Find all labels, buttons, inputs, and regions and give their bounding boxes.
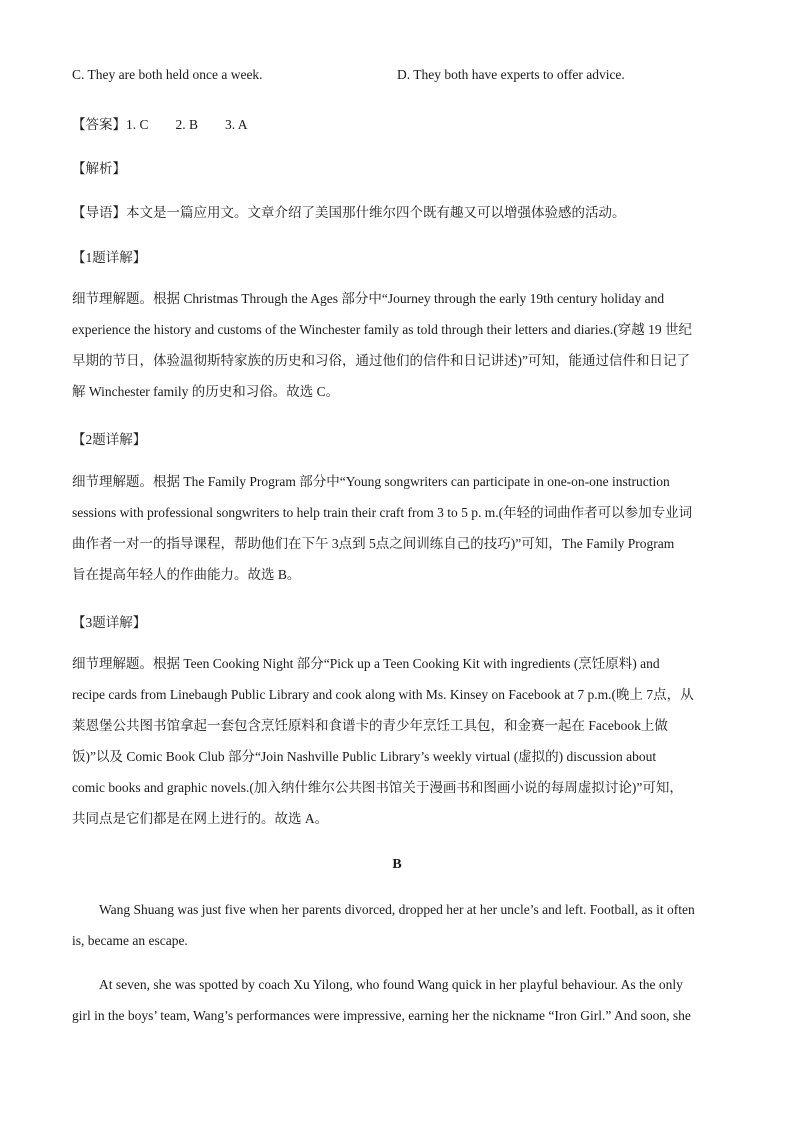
q3-line: 共同点是它们都是在网上进行的。故选 A。 — [72, 811, 329, 826]
passage-line: is, became an escape. — [72, 933, 188, 948]
q3-line: 细节理解题。根据 Teen Cooking Night 部分“Pick up a Teen Cooking Kit with ingredients (烹饪原料) and — [72, 656, 660, 671]
passage-line: girl in the boys’ team, Wang’s performances were impressive, earning her the nickname “Iron Girl.” And soon, she — [72, 1008, 691, 1023]
passage-paragraph-1 — [72, 894, 722, 956]
q1-line: 早期的节日，体验温彻斯特家族的历史和习俗，通过他们的信件和日记讲述)”可知，能通过信件和日记了 — [72, 353, 690, 368]
q3-line: comic books and graphic novels.(加入纳什维尔公共图书馆关于漫画书和图画小说的每周虚拟讨论)”可知， — [72, 780, 683, 795]
q1-line: experience the history and customs of the Winchester family as told through their letters and diaries.(穿越 19 世纪 — [72, 322, 693, 337]
option-c: C. They are both held once a week. — [72, 67, 263, 82]
q2-heading: 【2题详解】 — [72, 432, 147, 447]
q3-heading: 【3题详解】 — [72, 615, 147, 630]
q1-line: 解 Winchester family 的历史和习俗。故选 C。 — [72, 384, 340, 399]
answer-line — [72, 113, 248, 133]
q1-heading: 【1题详解】 — [72, 250, 147, 265]
q2-line: sessions with professional songwriters to help train their craft from 3 to 5 p. m.(年轻的词曲作者可以参加专业词 — [72, 505, 693, 520]
passage-line: Wang Shuang was just five when her parents divorced, dropped her at her uncle’s and left. Football, as it often — [99, 902, 695, 917]
passage-paragraph-2 — [72, 969, 722, 1031]
q1-line: 细节理解题。根据 Christmas Through the Ages 部分中“Journey through the early 19th century holiday and — [72, 291, 665, 306]
q2-explanation — [72, 466, 720, 590]
answer-label: 【答案】 — [72, 117, 126, 132]
q3-line: 莱恩堡公共图书馆拿起一套包含烹饪原料和食谱卡的青少年烹饪工具包，和金赛一起在 Facebook上做 — [72, 718, 668, 733]
q2-line: 曲作者一对一的指导课程，帮助他们在下午 3点到 5点之间训练自己的技巧)”可知，The Family Program — [72, 536, 675, 551]
q3-explanation — [72, 648, 720, 834]
answer-values: 1. C 2. B 3. A — [126, 117, 248, 132]
q1-explanation — [72, 283, 720, 407]
option-d: D. They both have experts to offer advice. — [397, 67, 625, 82]
guide-text: 【导语】本文是一篇应用文。文章介绍了美国那什维尔四个既有趣又可以增强体验感的活动。 — [72, 205, 626, 220]
q3-line: 饭)”以及 Comic Book Club 部分“Join Nashville Public Library’s weekly virtual (虚拟的) discussion about — [72, 749, 657, 764]
analysis-heading: 【解析】 — [72, 161, 126, 176]
q2-line: 细节理解题。根据 The Family Program 部分中“Young songwriters can participate in one-on-one instruction — [72, 474, 670, 489]
passage-line: At seven, she was spotted by coach Xu Yilong, who found Wang quick in her playful behaviour. As the only — [99, 977, 683, 992]
section-heading-b: B — [392, 857, 402, 872]
q3-line: recipe cards from Linebaugh Public Library and cook along with Ms. Kinsey on Facebook at 7 p.m.(晚上 7点，从 — [72, 687, 694, 702]
q2-line: 旨在提高年轻人的作曲能力。故选 B。 — [72, 567, 301, 582]
